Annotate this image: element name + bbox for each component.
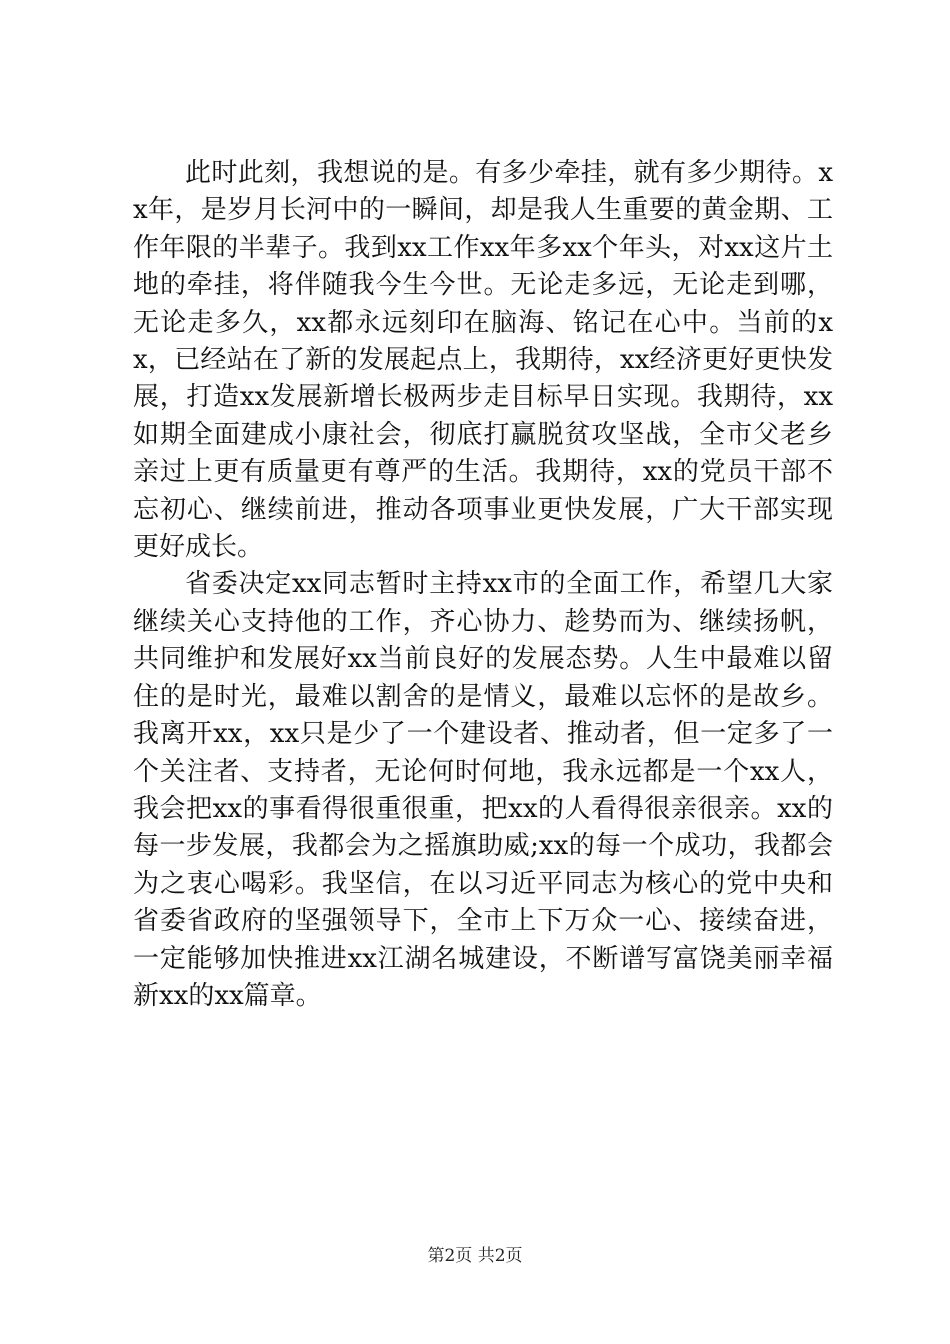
- page-number-footer: 第2页 共2页: [427, 1246, 523, 1266]
- paragraph-1: 此时此刻，我想说的是。有多少牵挂，就有多少期待。xx年，是岁月长河中的一瞬间，却是我人生重要的黄金期、工作年限的半辈子。我到xx工作xx年多xx个年头，对xx这片土地的牵挂，将伴随我今生今世。无论走多远，无论走到哪，无论走多久，xx都永远刻印在脑海、铭记在心中。当前的xx，已经站在了新的发展起点上，我期待，xx经济更好更快发展，打造xx发展新增长极两步走目标早日实现。我期待，xx如期全面建成小康社会，彻底打赢脱贫攻坚战，全市父老乡亲过上更有质量更有尊严的生活。我期待，xx的党员干部不忘初心、继续前进，推动各项事业更快发展，广大干部实现更好成长。: [133, 158, 833, 563]
- paragraph-2: 省委决定xx同志暂时主持xx市的全面工作，希望几大家继续关心支持他的工作，齐心协力、趁势而为、继续扬帆，共同维护和发展好xx当前良好的发展态势。人生中最难以留住的是时光，最难以割舍的是情义，最难以忘怀的是故乡。我离开xx，xx只是少了一个建设者、推动者，但一定多了一个关注者、支持者，无论何时何地，我永远都是一个xx人，我会把xx的事看得很重很重，把xx的人看得很亲很亲。xx的每一步发展，我都会为之摇旗助威;xx的每一个成功，我都会为之衷心喝彩。我坚信，在以习近平同志为核心的党中央和省委省政府的坚强领导下，全市上下万众一心、接续奋进，一定能够加快推进xx江湖名城建设，不断谱写富饶美丽幸福新xx的xx篇章。: [133, 569, 833, 1011]
- document-body: [133, 155, 833, 1015]
